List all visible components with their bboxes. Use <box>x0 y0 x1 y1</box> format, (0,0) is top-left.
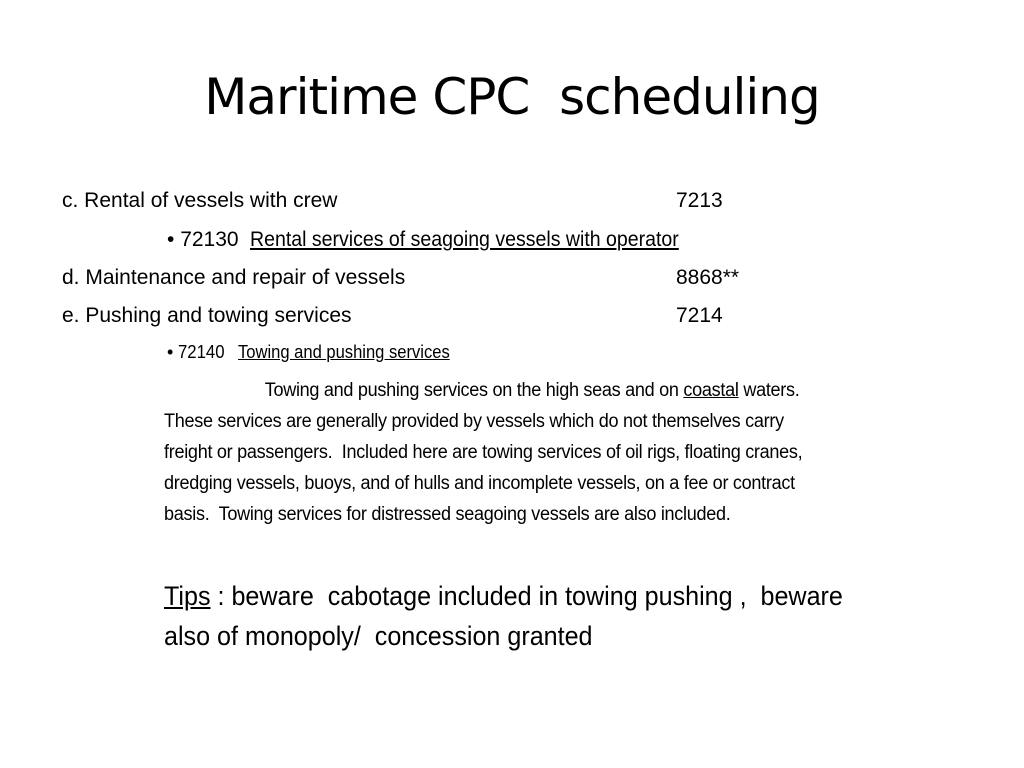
tips-line-1-text: : beware cabotage included in towing pushing , beware <box>210 581 843 611</box>
item-c-label: c. Rental of vessels with crew <box>62 189 338 212</box>
item-e-label: e. Pushing and towing services <box>62 304 352 327</box>
tips-line-2: also of monopoly/ concession granted <box>164 621 593 651</box>
bullet-72130 <box>167 227 711 253</box>
description-line-2: These services are generally provided by vessels which do not themselves carry <box>164 411 784 432</box>
slide-title: Maritime CPC scheduling <box>204 68 820 126</box>
coastal-term: coastal <box>683 380 739 401</box>
bullet-dot: • <box>167 228 175 251</box>
bullet-72130-text: Rental services of seagoing vessels with operator <box>250 228 680 251</box>
bullet-72140-code: 72140 <box>178 342 225 362</box>
description-line-1-end: waters. <box>738 380 800 401</box>
tips-line-1 <box>164 576 908 616</box>
bullet-dot: • <box>167 342 174 362</box>
bullet-72140-text: Towing and pushing services <box>238 342 451 362</box>
description-line-4: dredging vessels, buoys, and of hulls and incomplete vessels, on a fee or contract <box>164 473 795 494</box>
service-description <box>164 375 915 530</box>
tips-label: Tips <box>164 581 211 611</box>
item-d-code: 8868** <box>676 266 740 289</box>
description-line-1-start: Towing and pushing services on the high seas and on <box>264 380 684 401</box>
description-line-3: freight or passengers. Included here are towing services of oil rigs, floating cranes, <box>164 442 803 463</box>
tips-note <box>164 576 908 656</box>
item-e-code: 7214 <box>676 304 723 327</box>
bullet-72140 <box>167 340 469 364</box>
item-d-label: d. Maintenance and repair of vessels <box>62 266 406 289</box>
description-line-5: basis. Towing services for distressed seagoing vessels are also included. <box>164 504 731 525</box>
item-c-code: 7213 <box>676 189 723 212</box>
description-line-1 <box>164 375 915 406</box>
bullet-72130-code: 72130 <box>180 228 239 251</box>
